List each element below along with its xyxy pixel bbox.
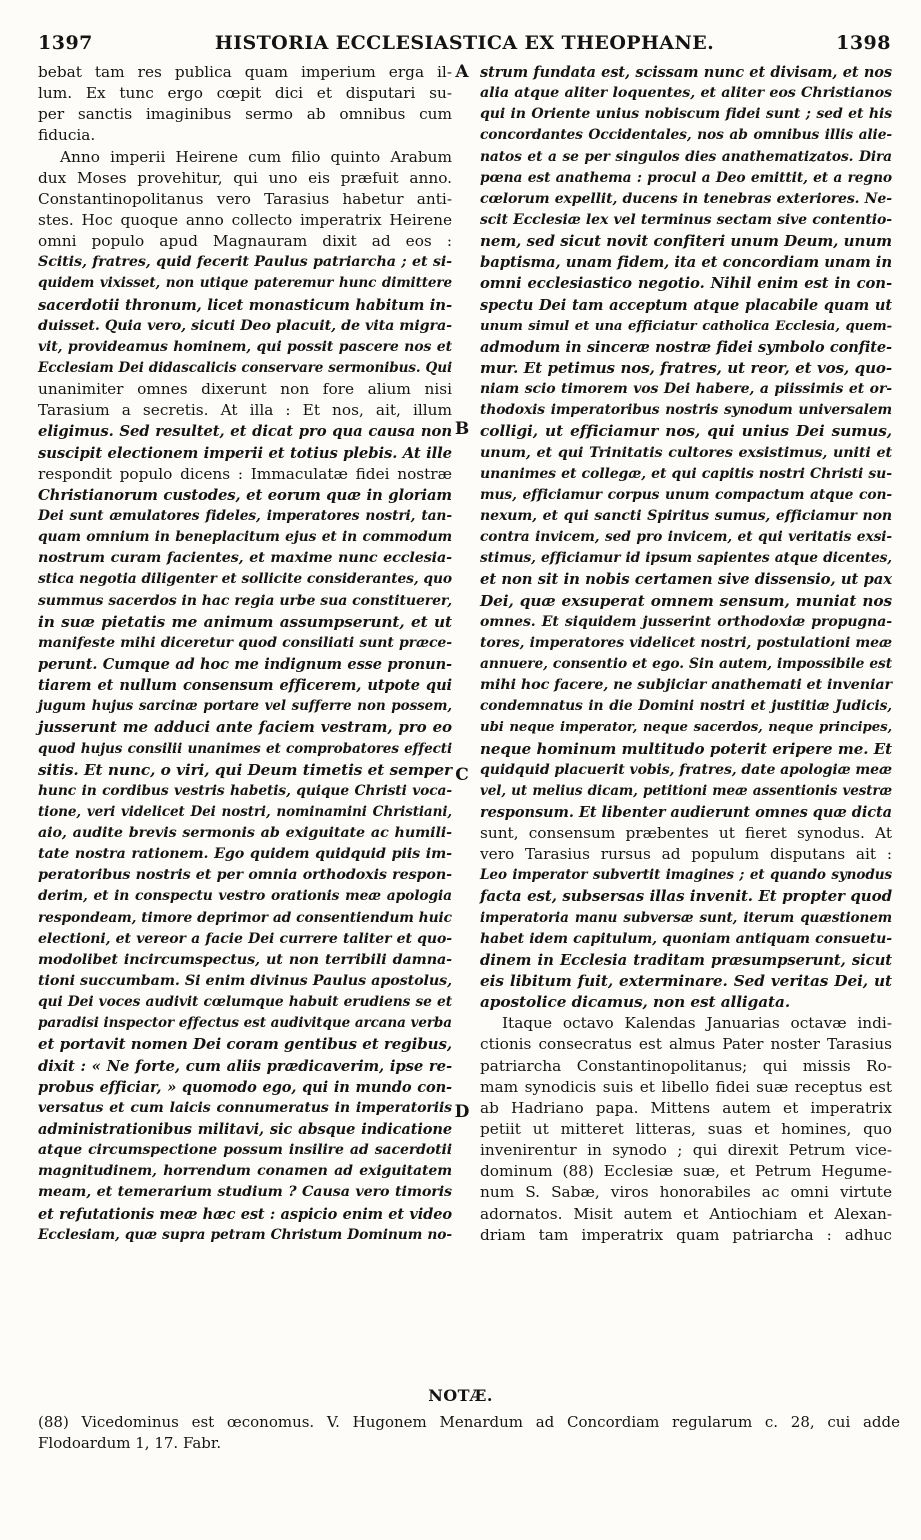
text-line: electioni, et vereor a facie Dei currere taliter et quo- — [38, 930, 452, 947]
text-line: alia atque aliter loquentes, et aliter eos Christianos — [480, 85, 892, 102]
text-line: dixit : « Ne forte, cum aliis prædicaverim, ipse re- — [38, 1057, 452, 1075]
text-line: quam omnium in beneplacitum ejus et in commodum — [38, 529, 452, 546]
text-line: et non sit in nobis certamen sive dissensio, ut pax — [480, 571, 892, 589]
text-line: omni populo apud Magnauram dixit ad eos : — [38, 232, 452, 251]
text-line: summus sacerdos in hac regia urbe sua constituerer, — [38, 592, 452, 609]
text-line: adornatos. Misit autem et Antiochiam et Alexan- — [480, 1204, 892, 1223]
text-line: nexum, et qui sancti Spiritus sumus, efficiamur non — [480, 507, 892, 524]
text-line: Anno imperii Heirene cum filio quinto Arabum — [60, 147, 452, 166]
text-line: mus, efficiamur corpus unum compactum atque con- — [480, 486, 892, 503]
text-line: modolibet incircumspectus, ut non terribili damna- — [38, 951, 452, 968]
text-line: sunt, consensum præbentes ut fieret synodus. At — [480, 824, 892, 843]
text-line: apostolice dicamus, non est alligata. — [480, 993, 791, 1012]
text-line: tores, imperatores videlicet nostri, postulationi meæ — [480, 634, 892, 651]
text-line: jugum hujus sarcinæ portare vel sufferre non possem, — [38, 698, 452, 715]
text-line: Christianorum custodes, et eorum quæ in gloriam — [38, 486, 452, 504]
margin-marker-c: C — [455, 765, 469, 785]
running-header — [38, 32, 891, 62]
text-line: et refutationis meæ hæc est : aspicio enim et video — [38, 1205, 452, 1223]
right-column — [480, 62, 892, 1246]
text-line: nem, sed sicut novit confiteri unum Deum, unum — [480, 232, 892, 251]
text-line: stes. Hoc quoque anno collecto imperatrix Heirene — [38, 210, 452, 229]
text-line: invenirentur in synodo ; qui direxit Petrum vice- — [480, 1141, 892, 1160]
text-line: paradisi inspector effectus est audivitque arcana verba — [38, 1015, 452, 1032]
page-number-left: 1397 — [38, 32, 93, 54]
text-line: tione, veri videlicet Dei nostri, nominamini Christiani, — [38, 803, 452, 820]
margin-marker-b: B — [454, 419, 470, 439]
text-line: thodoxis imperatoribus nostris synodum universalem — [480, 402, 892, 419]
text-line: qui in Oriente unius nobiscum fidei sunt ; sed et his — [480, 106, 892, 123]
text-line: Ecclesiam Dei didascalicis conservare sermonibus. Qui — [38, 359, 452, 376]
text-line: mam synodicis suis et libello fidei suæ receptus est — [480, 1077, 892, 1096]
text-line: suscipit electionem imperii et totius plebis. At ille — [38, 444, 452, 462]
text-line: concordantes Occidentales, nos ab omnibus illis alie- — [480, 127, 892, 144]
text-line: vel, ut melius dicam, petitioni meæ assentionis vestræ — [480, 782, 892, 799]
text-line: qui Dei voces audivit cœlumque habuit erudiens se et — [38, 994, 452, 1011]
text-line: bebat tam res publica quam imperium erga il- — [38, 63, 452, 81]
footnote-line: (88) Vicedominus est œconomus. V. Hugonem Menardum ad Concordiam regularum c. 28, cui adde — [38, 1413, 900, 1431]
text-line: dux Moses provehitur, qui uno eis præfuit anno. — [38, 168, 452, 187]
text-line: lum. Ex tunc ergo cœpit dici et disputari su- — [38, 84, 452, 103]
text-line: manifeste mihi diceretur quod consiliati sunt præce- — [38, 634, 452, 651]
text-line: strum fundata est, scissam nunc et divisam, et nos — [480, 64, 892, 81]
running-title: HISTORIA ECCLESIASTICA EX THEOPHANE. — [214, 32, 715, 54]
text-line: Ecclesiam, quæ supra petram Christum Dominum no- — [38, 1226, 452, 1243]
text-line: Itaque octavo Kalendas Januarias octavæ indi- — [502, 1014, 892, 1033]
text-line: eis libitum fuit, exterminare. Sed veritas Dei, ut — [480, 972, 892, 991]
text-line: scit Ecclesiæ lex vel terminus sectam sive contentio- — [480, 211, 892, 228]
text-line: stimus, efficiamur id ipsum sapientes atque dicentes, — [480, 550, 892, 567]
text-line: Constantinopolitanus vero Tarasius habetur anti- — [38, 189, 452, 208]
text-line: per sanctis imaginibus sermo ab omnibus cum — [38, 105, 452, 124]
text-line: hunc in cordibus vestris habetis, quique Christi voca- — [38, 782, 452, 799]
text-line: magnitudinem, horrendum conamen ad exiguitatem — [38, 1163, 452, 1180]
text-line: omni ecclesiastico negotio. Nihil enim est in con- — [480, 275, 892, 293]
text-line: probus efficiar, » quomodo ego, qui in mundo con- — [38, 1078, 452, 1096]
text-line: tioni succumbam. Si enim divinus Paulus apostolus, — [38, 973, 452, 990]
text-line: jusserunt me adduci ante faciem vestram, pro eo — [38, 718, 452, 737]
notes-title: NOTÆ. — [428, 1386, 493, 1405]
text-line: vero Tarasius rursus ad populum disputans ait : — [480, 845, 892, 864]
text-line: condemnatus in die Domini nostri et justitiæ Judicis, — [480, 698, 892, 715]
text-line: quod hujus consilii unanimes et comprobatores effecti — [38, 740, 452, 757]
text-line: nostrum curam facientes, et maxime nunc ecclesia- — [38, 550, 452, 567]
text-line: fiducia. — [38, 126, 96, 145]
text-line: aio, audite brevis sermonis ab exiguitate ac humili- — [38, 825, 452, 842]
text-line: eligimus. Sed resultet, et dicat pro qua causa non — [38, 423, 452, 441]
text-line: duisset. Quia vero, sicuti Deo placuit, de vita migra- — [38, 317, 452, 334]
text-line: admodum in sinceræ nostræ fidei symbolo confite- — [480, 338, 892, 356]
text-line: cœlorum expellit, ducens in tenebras exteriores. Ne- — [480, 190, 892, 207]
text-line: perunt. Cumque ad hoc me indignum esse pronun- — [38, 655, 452, 673]
text-line: unanimes et collegæ, et qui capitis nostri Christi su- — [480, 465, 892, 482]
text-line: baptisma, unam fidem, ita et concordiam unam in — [480, 254, 892, 272]
footnote-line: Flodoardum 1, 17. Fabr. — [38, 1434, 222, 1452]
text-line: dominum (88) Ecclesiæ suæ, et Petrum Hegume- — [480, 1162, 892, 1181]
text-line: versatus et cum laicis connumeratus in imperatoriis — [38, 1099, 452, 1116]
text-line: Tarasium a secretis. At illa : Et nos, ait, illum — [38, 401, 452, 420]
text-line: contra invicem, sed pro invicem, et qui veritatis exsi- — [480, 529, 892, 546]
text-line: unanimiter omnes dixerunt non fore alium nisi — [38, 380, 452, 399]
text-line: tiarem et nullum consensum efficerem, utpote qui — [38, 677, 452, 695]
text-line: ubi neque imperator, neque sacerdos, neque principes, — [480, 720, 892, 736]
text-line: colligi, ut efficiamur nos, qui unius Dei sumus, — [480, 422, 892, 441]
text-line: facta est, subsersas illas invenit. Et propter quod — [480, 887, 892, 906]
text-line: num S. Sabæ, viros honorabiles ac omni virtute — [480, 1183, 892, 1202]
margin-marker-d: D — [454, 1102, 470, 1122]
text-line: unum, et qui Trinitatis cultores exsistimus, uniti et — [480, 444, 892, 461]
text-line: unum simul et una efficiatur catholica Ecclesia, quem- — [480, 318, 892, 334]
text-line: patriarcha Constantinopolitanus; qui missis Ro- — [480, 1056, 892, 1075]
text-line: sacerdotii thronum, licet monasticum habitum in- — [38, 296, 452, 314]
text-line: quidquid placuerit vobis, fratres, date apologiæ meæ — [480, 761, 892, 778]
text-line: quidem vixisset, non utique pateremur hunc dimittere — [38, 275, 452, 292]
text-line: petiit ut mitteret litteras, suas et homines, quo — [480, 1120, 892, 1139]
text-line: natos et a se per singulos dies anathematizatos. Dira — [480, 148, 892, 165]
text-line: Scitis, fratres, quid fecerit Paulus patriarcha ; et si- — [38, 254, 452, 271]
left-column — [38, 62, 452, 1246]
text-line: responsum. Et libenter audierunt omnes quæ dicta — [480, 803, 892, 821]
text-line: et portavit nomen Dei coram gentibus et regibus, — [38, 1035, 452, 1054]
text-line: administrationibus militavi, sic absque indicatione — [38, 1121, 452, 1139]
text-line: peratoribus nostris et per omnia orthodoxis respon- — [38, 867, 452, 884]
text-line: imperatoria manu subversæ sunt, iterum quæstionem — [480, 909, 892, 926]
text-line: ab Hadriano papa. Mittens autem et imperatrix — [480, 1098, 892, 1117]
text-line: habet idem capitulum, quoniam antiquam consuetu- — [480, 930, 892, 947]
text-line: stica negotia diligenter et sollicite considerantes, quo — [38, 571, 452, 588]
text-line: pœna est anathema : procul a Deo emittit, et a regno — [480, 169, 892, 186]
text-line: mihi hoc facere, ne subjiciar anathemati et inveniar — [480, 677, 892, 694]
text-line: annuere, consentio et ego. Sin autem, impossibile est — [480, 655, 892, 672]
text-line: driam tam imperatrix quam patriarcha : adhuc — [480, 1225, 892, 1244]
text-line: neque hominum multitudo poterit eripere me. Et — [480, 739, 892, 758]
margin-marker-a: A — [455, 62, 469, 82]
text-line: tate nostra rationem. Ego quidem quidquid piis im- — [38, 846, 452, 863]
text-line: derim, et in conspectu vestro orationis meæ apologia — [38, 888, 452, 905]
text-line: meam, et temerarium studium ? Causa vero timoris — [38, 1184, 452, 1201]
footnote — [38, 1412, 900, 1454]
text-line: respondeam, timore deprimor ad consentiendum huic — [38, 909, 452, 926]
text-line: respondit populo dicens : Immaculatæ fidei nostræ — [38, 464, 452, 483]
text-line: sitis. Et nunc, o viri, qui Deum timetis et semper — [38, 760, 452, 779]
text-line: atque circumspectione possum insilire ad sacerdotii — [38, 1142, 452, 1159]
text-line: omnes. Et siquidem jusserint orthodoxiæ propugna- — [480, 613, 892, 630]
text-line: spectu Dei tam acceptum atque placabile quam ut — [480, 296, 892, 314]
page-number-right: 1398 — [836, 32, 891, 54]
text-line: ctionis consecratus est almus Pater noster Tarasius — [480, 1035, 892, 1054]
text-line: Dei, quæ exsuperat omnem sensum, muniat nos — [480, 591, 892, 610]
text-line: in suæ pietatis me animum assumpserunt, et ut — [38, 612, 452, 631]
text-line: Leo imperator subvertit imagines ; et quando synodus — [480, 867, 892, 884]
text-line: vit, provideamus hominem, qui possit pascere nos et — [38, 338, 452, 355]
text-line: dinem in Ecclesia traditam præsumpserunt, sicut — [480, 951, 892, 969]
text-line: mur. Et petimus nos, fratres, ut reor, et vos, quo- — [480, 358, 892, 377]
text-line: Dei sunt æmulatores fideles, imperatores nostri, tan- — [38, 507, 452, 524]
text-line: niam scio timorem vos Dei habere, a piissimis et or- — [480, 381, 892, 398]
